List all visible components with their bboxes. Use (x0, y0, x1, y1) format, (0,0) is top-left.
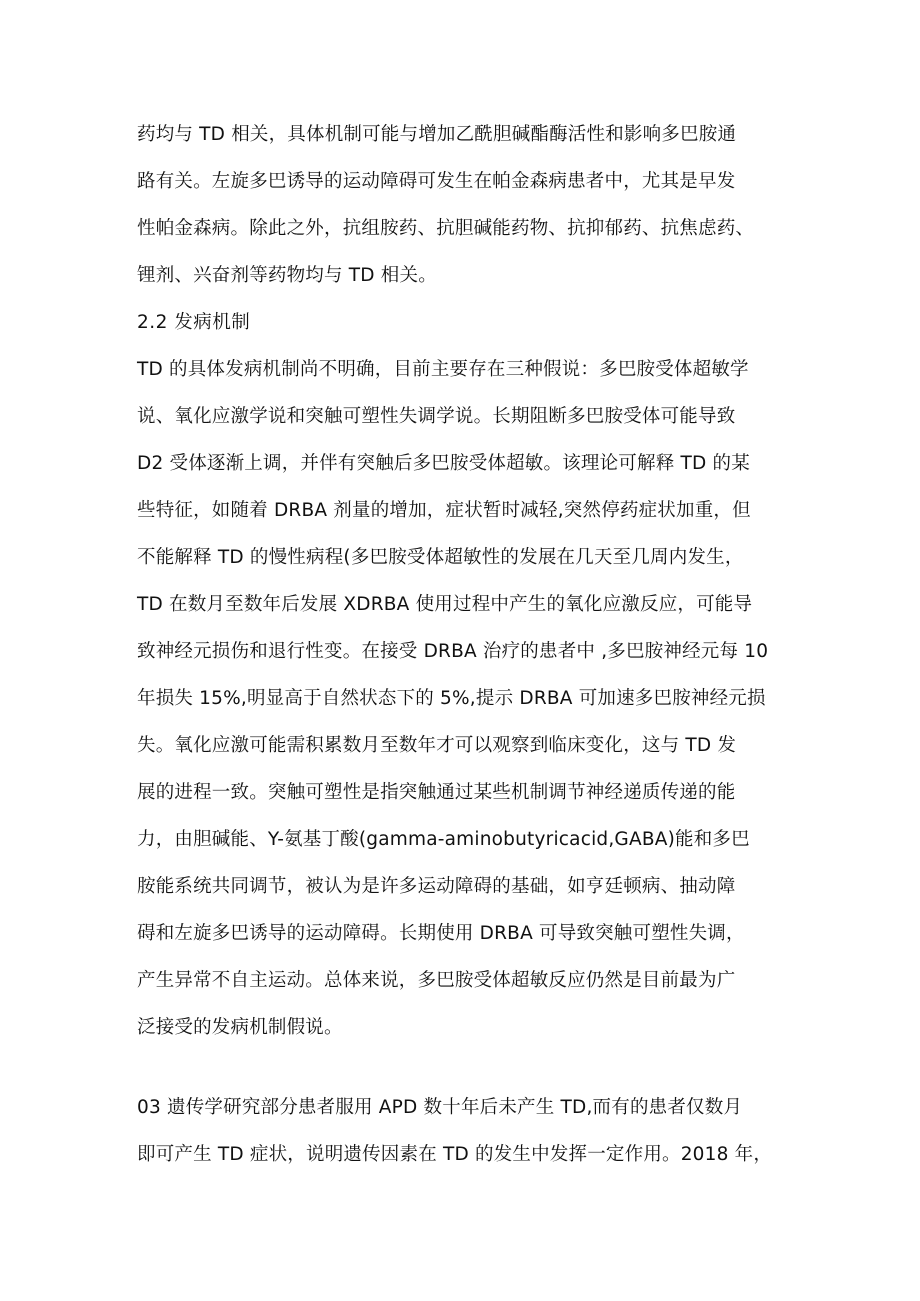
text-line: 碍和左旋多巴诱导的运动障碍。长期使用 DRBA 可导致突触可塑性失调， (137, 923, 745, 944)
text-line: 性帕金森病。除此之外，抗组胺药、抗胆碱能药物、抗抑郁药、抗焦虑药、 (137, 218, 755, 239)
text-line: 年损失 15%,明显高于自然状态下的 5%,提示 DRBA 可加速多巴胺神经元损 (137, 688, 766, 709)
text-line: 胺能系统共同调节，被认为是许多运动障碍的基础，如亨廷顿病、抽动障 (137, 876, 736, 897)
section-heading: 2.2 发病机制 (137, 312, 251, 333)
text-line: TD 在数月至数年后发展 XDRBA 使用过程中产生的氧化应激反应，可能导 (137, 594, 753, 615)
text-line: 锂剂、兴奋剂等药物均与 TD 相关。 (137, 265, 437, 286)
text-line: 说、氧化应激学说和突触可塑性失调学说。长期阻断多巴胺受体可能导致 (137, 406, 736, 427)
text-line: 些特征，如随着 DRBA 剂量的增加，症状暂时减轻,突然停药症状加重，但 (137, 500, 751, 521)
text-line: 致神经元损伤和退行性变。在接受 DRBA 治疗的患者中 ,多巴胺神经元每 10 (137, 641, 769, 662)
text-line: 泛接受的发病机制假说。 (137, 1017, 343, 1038)
text-line: 不能解释 TD 的慢性病程(多巴胺受体超敏性的发展在几天至几周内发生， (137, 547, 744, 568)
text-line: D2 受体逐渐上调，并伴有突触后多巴胺受体超敏。该理论可解释 TD 的某 (137, 453, 750, 474)
text-line: 03 遗传学研究部分患者服用 APD 数十年后未产生 TD,而有的患者仅数月 (137, 1097, 743, 1118)
text-line: TD 的具体发病机制尚不明确，目前主要存在三种假说：多巴胺受体超敏学 (137, 359, 749, 380)
text-line: 展的进程一致。突触可塑性是指突触通过某些机制调节神经递质传递的能 (137, 782, 736, 803)
text-line: 路有关。左旋多巴诱导的运动障碍可发生在帕金森病患者中，尤其是早发 (137, 171, 736, 192)
text-line: 药均与 TD 相关，具体机制可能与增加乙酰胆碱酯酶活性和影响多巴胺通 (137, 124, 737, 145)
text-line: 力，由胆碱能、Y-氨基丁酸(gamma-aminobutyricacid,GABA)能和多巴 (137, 829, 750, 850)
text-line: 即可产生 TD 症状，说明遗传因素在 TD 的发生中发挥一定作用。2018 年， (137, 1144, 773, 1165)
text-line: 产生异常不自主运动。总体来说，多巴胺受体超敏反应仍然是目前最为广 (137, 970, 736, 991)
text-line: 失。氧化应激可能需积累数月至数年才可以观察到临床变化，这与 TD 发 (137, 735, 737, 756)
